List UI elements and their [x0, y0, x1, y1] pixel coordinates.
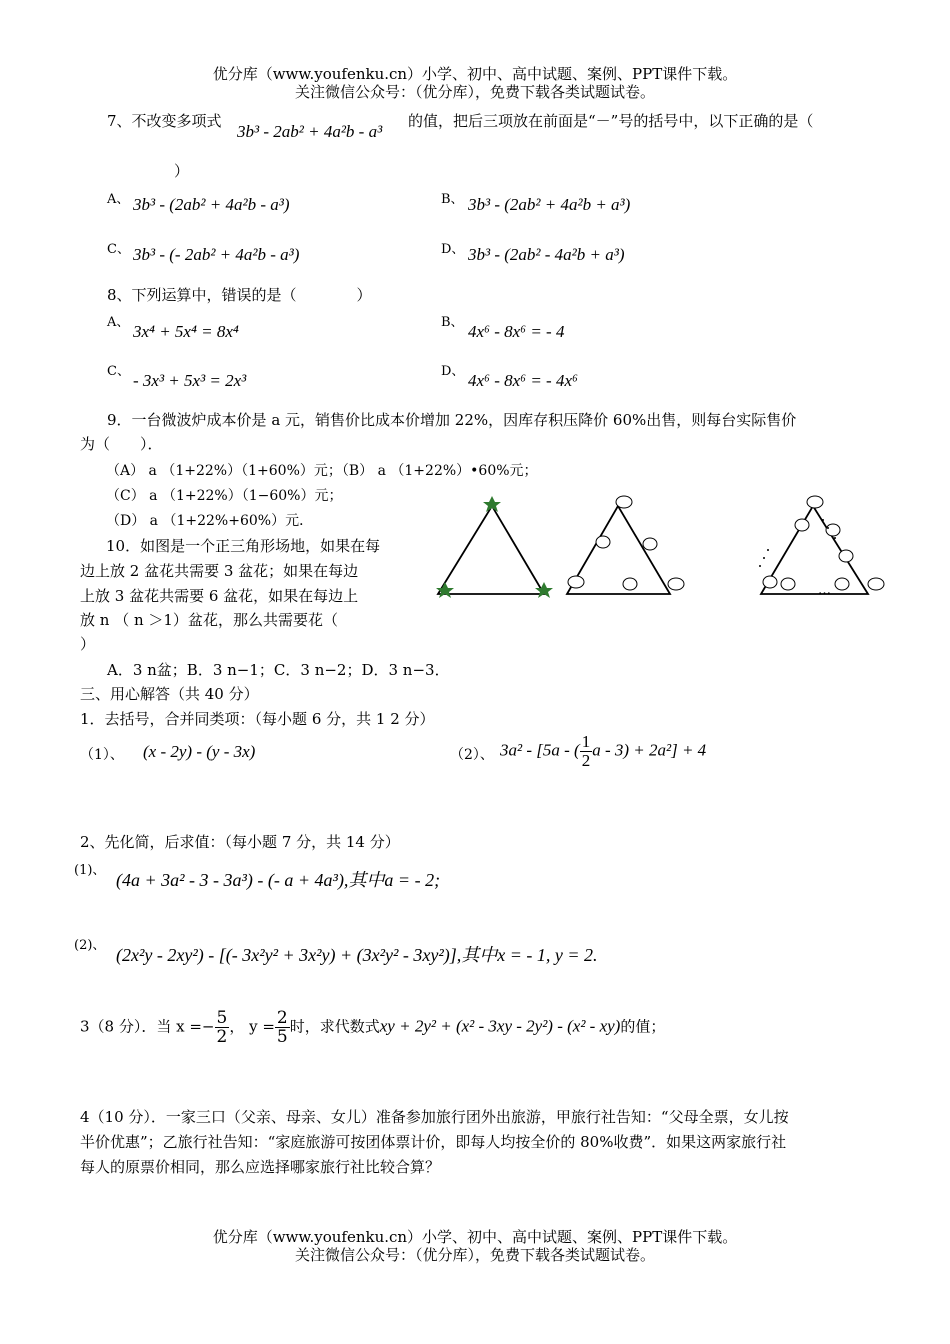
s3-q1-p2-post: a - 3) + 2a²] + 4 [592, 740, 707, 760]
fraction-numerator: 1 [581, 732, 591, 751]
q9-option-d: （D） a （1+22%+60%）元． [106, 513, 314, 529]
footer-line-1: 优分库（www.youfenku.cn）小学、初中、高中试题、案例、PPT课件下载。 [212, 1228, 738, 1246]
q8-option-b-label: B、 [441, 315, 464, 330]
s3-q2-p1-label: (1)、 [74, 863, 106, 878]
s3-q4-line-3: 每人的原票价相同，那么应选择哪家旅行社比较合算？ [80, 1158, 441, 1176]
footer-line-2: 关注微信公众号：（优分库），免费下载各类试题试卷。 [294, 1246, 655, 1264]
header-line-2: 关注微信公众号：（优分库），免费下载各类试题试卷。 [294, 83, 655, 101]
q10-line-5: ） [80, 635, 96, 653]
flower-pot-icon [568, 496, 684, 590]
s3-q1-p2-label: （2）、 [450, 747, 494, 763]
s3-q1-p2-fraction [580, 733, 593, 770]
q10-line-3: 上放 3 盆花共需要 6 盆花，如果在每边上 [80, 587, 359, 605]
q8-option-c-label: C、 [107, 364, 130, 379]
s3-q1-stem: 1．去括号，合并同类项：（每小题 6 分，共 1 2 分） [80, 710, 435, 728]
q10-line-2: 边上放 2 盆花共需要 3 盆花；如果在每边 [80, 562, 359, 580]
header-line-1: 优分库（www.youfenku.cn）小学、初中、高中试题、案例、PPT课件下载。 [212, 65, 738, 83]
s3-q2-p2-expr: (2x²y - 2xy²) - [(- 3x²y² + 3x²y) + (3x²y² - 3xy²)],其中x = - 1, y = 2. [116, 945, 598, 965]
q10-line-4: 放 n （ n ＞1）盆花，那么共需要花（ [80, 611, 338, 629]
q7-option-b: 3b³ - (2ab² + 4a²b + a³) [468, 195, 631, 214]
q8-option-d: 4x⁶ - 8x⁶ = - 4x⁶ [468, 371, 578, 390]
s3-q2-p1-expr: (4a + 3a² - 3 - 3a³) - (- a + 4a³),其中a = - 2; [116, 870, 441, 890]
section-3-title: 三、用心解答（共 40 分） [80, 685, 259, 703]
q7-option-b-label: B、 [441, 192, 464, 207]
s3-q3-end: 的值； [620, 1017, 666, 1036]
s3-q4-line-1: 4（10 分）．一家三口（父亲、母亲、女儿）准备参加旅行团外出旅游，甲旅行社告知：“父母全票，女儿按 [80, 1108, 789, 1126]
triangle-figures [430, 490, 900, 610]
fraction-numerator: 5 [216, 1008, 228, 1028]
s3-q3 [80, 1009, 665, 1046]
q7-suffix: 的值，把后三项放在前面是“－”号的括号中，以下正确的是（ [408, 112, 814, 130]
s3-q1-p2-expr [500, 733, 706, 770]
q7-option-a-label: A、 [107, 192, 130, 207]
fraction-denominator: 2 [216, 1027, 228, 1047]
q7-expr: 3b³ - 2ab² + 4a²b - a³ [237, 122, 383, 141]
q8-option-b: 4x⁶ - 8x⁶ = - 4 [468, 322, 565, 341]
q8-stem: 8、下列运算中，错误的是（ ） [107, 286, 372, 304]
fraction-denominator: 5 [276, 1027, 288, 1047]
y-fraction [275, 1009, 290, 1046]
x-fraction [215, 1009, 230, 1046]
q8-option-a-label: A、 [107, 315, 130, 330]
s3-q3-expr: xy + 2y² + (x² - 3xy - 2y²) - (x² - xy) [379, 1016, 621, 1036]
s3-q2-p2-label: (2)、 [74, 938, 106, 953]
bottom-ellipsis: … [818, 583, 831, 598]
fraction-numerator: 2 [276, 1008, 288, 1028]
s3-q3-pre: 3（8 分）．当 x =− [80, 1017, 215, 1036]
triangle-1 [438, 506, 544, 594]
q7-prefix: 7、不改变多项式 [107, 112, 222, 130]
q7-option-d: 3b³ - (2ab² - 4a²b + a³) [468, 245, 625, 264]
q10-options: A．3 n盆；B．3 n−1；C．3 n−2；D．3 n−3． [107, 661, 450, 679]
q7-option-c-label: C、 [107, 242, 130, 257]
s3-q3-post: 时，求代数式 [289, 1017, 380, 1036]
q9-line-2: 为（ ）． [80, 435, 163, 453]
q7-option-c: 3b³ - (- 2ab² + 4a²b - a³) [133, 245, 300, 264]
q7-option-a: 3b³ - (2ab² + 4a²b - a³) [133, 195, 290, 214]
s3-q1-p1-label: （1）、 [80, 747, 124, 763]
q8-option-c: - 3x³ + 5x³ = 2x³ [133, 371, 247, 390]
s3-q1-p2-pre: 3a² - [5a - ( [500, 740, 580, 760]
fraction-denominator: 2 [581, 751, 591, 770]
q8-option-a: 3x⁴ + 5x⁴ = 8x⁴ [133, 322, 239, 341]
s3-q2-stem: 2、先化简，后求值：（每小题 7 分，共 14 分） [80, 833, 400, 851]
s3-q1-p1-expr: (x - 2y) - (y - 3x) [143, 742, 256, 761]
q10-line-1: 10．如图是一个正三角形场地，如果在每 [106, 537, 381, 555]
q9-option-c: （C） a （1+22%）（1−60%）元； [106, 488, 343, 504]
q8-option-d-label: D、 [441, 364, 465, 379]
s3-q4-line-2: 半价优惠”；乙旅行社告知：“家庭旅游可按团体票计价，即每人均按全价的 80%收费”．如果这两家旅行社 [80, 1133, 787, 1151]
q9-line-1: 9．一台微波炉成本价是 a 元，销售价比成本价增加 22%，因库存积压降价 60%出售，则每台实际售价 [107, 411, 797, 429]
s3-q3-mid: ， y = [229, 1017, 275, 1036]
q9-option-ab: （A） a （1+22%）（1+60%）元；（B） a （1+22%）•60%元； [106, 463, 538, 479]
flower-pot-icon [763, 496, 884, 590]
q7-close: ） [174, 162, 190, 180]
q7-option-d-label: D、 [441, 242, 465, 257]
